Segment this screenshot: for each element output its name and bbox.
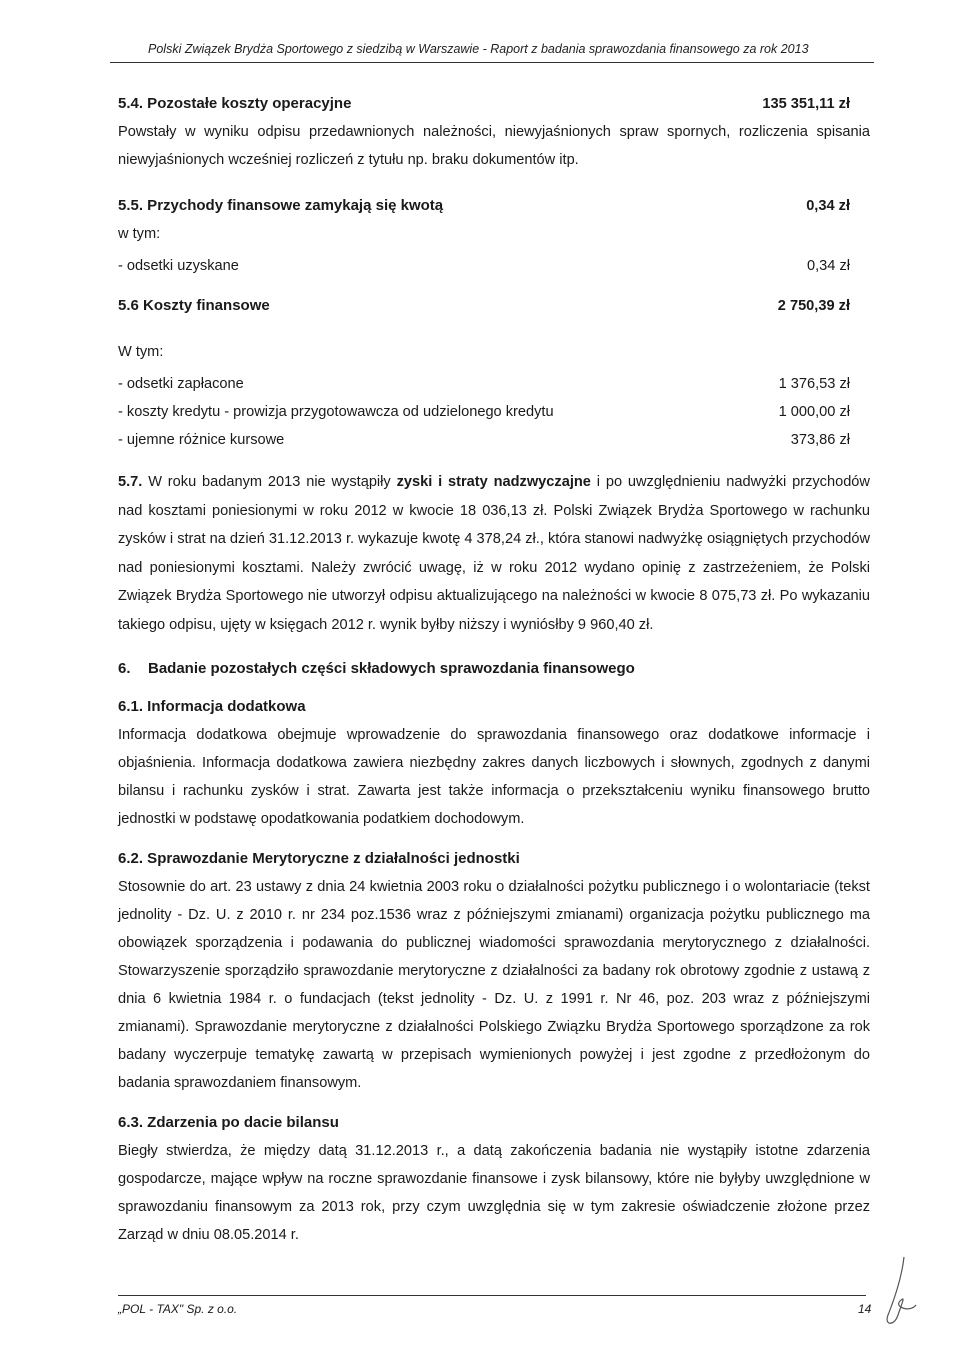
section-5-7-text [118, 468, 870, 639]
cost-item-amount: 1 376,53 zł [778, 376, 850, 392]
section-5-7-bold-phrase: zyski i straty nadzwyczajne [396, 474, 591, 490]
cost-item-label: - ujemne różnice kursowe [118, 432, 285, 448]
section-5-5-wtym: w tym: [118, 226, 161, 242]
content [118, 90, 870, 1249]
page-header: Polski Związek Brydża Sportowego z siedzibą w Warszawie - Raport z badania sprawozdania finansowego za rok 2013 [148, 42, 809, 56]
initials-signature [866, 1255, 926, 1335]
cost-item-amount: 1 000,00 zł [778, 404, 850, 420]
section-5-5-amount: 0,34 zł [806, 198, 850, 214]
cost-item-label: - odsetki zapłacone [118, 376, 244, 392]
section-5-5-title: 5.5. Przychody finansowe zamykają się kwotą [118, 197, 444, 214]
section-5-7-text-rest: i po uwzględnieniu nadwyżki przychodów nad kosztami poniesionymi w roku 2012 w kwocie 18 036,13 zł. Polski Związek Brydża Sportowego w rachunku zysków i strat na dzień 31.12.2013 r. wykazuje kwotę 4 378,24 zł., która stanowi nadwyżkę osiągniętych przychodów nad poniesionymi kosztami. Należy zwrócić uwagę, iż w roku 2012 wydano opinię z zastrzeżeniem, że Polski Związek Brydża Sportowego nie utworzył odpisu aktualizującego na należności w kwocie 8 075,73 zł. Po wykazaniu takiego odpisu, ujęty w księgach 2012 r. wynik byłby niższy i wyniósłby 9 960,40 zł. [118, 474, 870, 633]
section-5-5-item-amount: 0,34 zł [807, 258, 850, 274]
section-5-5-heading-row [118, 192, 870, 220]
section-5-7-text-start: W roku badanym 2013 nie wystąpiły [148, 474, 391, 490]
section-6-1-title: 6.1. Informacja dodatkowa [118, 698, 306, 715]
section-6-heading [118, 655, 870, 683]
section-5-6-heading-row [118, 292, 870, 320]
section-6-1-text: Informacja dodatkowa obejmuje wprowadzenie do sprawozdania finansowego oraz dodatkowe informacje i objaśnienia. Informacja dodatkowa zawiera niezbędny zakres danych liczbowych i słownych, zgodnych z danymi bilansu i rachunku zysków i strat. Zawarta jest także informacja o przekształceniu wyniku finansowego brutto jednostki w podstawę opodatkowania podatkiem dochodowym. [118, 727, 870, 827]
page-number: 14 [858, 1302, 872, 1316]
section-6-number: 6. [118, 660, 131, 677]
section-6-3-title: 6.3. Zdarzenia po dacie bilansu [118, 1114, 339, 1131]
section-5-5-item [118, 252, 870, 280]
section-6-2-title: 6.2. Sprawozdanie Merytoryczne z działalności jednostki [118, 850, 520, 867]
footer-company: „POL - TAX" Sp. z o.o. [118, 1302, 238, 1316]
cost-item-label: - koszty kredytu - prowizja przygotowawcza od udzielonego kredytu [118, 404, 554, 420]
section-5-4-amount: 135 351,11 zł [762, 96, 850, 112]
section-5-6-title: 5.6 Koszty finansowe [118, 297, 270, 314]
footer-divider [118, 1295, 866, 1296]
section-5-7-number: 5.7. [118, 474, 143, 490]
section-5-4-title: 5.4. Pozostałe koszty operacyjne [118, 95, 352, 112]
cost-item [118, 426, 870, 454]
header-divider [110, 62, 874, 63]
section-5-4-heading-row [118, 90, 870, 118]
section-6-title: Badanie pozostałych części składowych sprawozdania finansowego [148, 660, 635, 677]
section-5-6-amount: 2 750,39 zł [777, 298, 850, 314]
section-5-5-item-label: - odsetki uzyskane [118, 258, 239, 274]
section-5-6-wtym: W tym: [118, 344, 164, 360]
section-5-4-text: Powstały w wyniku odpisu przedawnionych należności, niewyjaśnionych spraw spornych, rozliczenia spisania niewyjaśnionych wcześniej rozliczeń z tytułu np. braku dokumentów itp. [118, 124, 870, 168]
cost-item [118, 370, 870, 398]
section-6-3-text: Biegły stwierdza, że między datą 31.12.2013 r., a datą zakończenia badania nie wystąpiły istotne zdarzenia gospodarcze, mające wpływ na roczne sprawozdanie finansowe i zysk bilansowy, które nie byłyby uwzględnione w sprawozdaniu finansowym za 2013 rok, przy czym uwzględnia się w tym zakresie oświadczenie złożone przez Zarząd w dniu 08.05.2014 r. [118, 1143, 870, 1243]
section-6-2-text: Stosownie do art. 23 ustawy z dnia 24 kwietnia 2003 roku o działalności pożytku publicznego i o wolontariacie (tekst jednolity - Dz. U. z 2010 r. nr 234 poz.1536 wraz z późniejszymi zmianami) organizacja pożytku publicznego ma obowiązek sporządzenia i podawania do publicznej wiadomości sprawozdania merytorycznego z działalności. Stowarzyszenie sporządziło sprawozdanie merytoryczne z działalności za badany rok obrotowy zgodnie z ustawą z dnia 6 kwietnia 1984 r. o fundacjach (tekst jednolity - Dz. U. z 1991 r. Nr 46, poz. 203 wraz z późniejszymi zmianami). Sprawozdanie merytoryczne z działalności Polskiego Związku Brydża Sportowego sporządzone za rok badany wyczerpuje tematykę zawartą w przepisach wymienionych powyżej i jest zgodne z przedłożonym do badania sprawozdaniem finansowym. [118, 879, 870, 1091]
cost-item-amount: 373,86 zł [790, 432, 850, 448]
cost-item [118, 398, 870, 426]
